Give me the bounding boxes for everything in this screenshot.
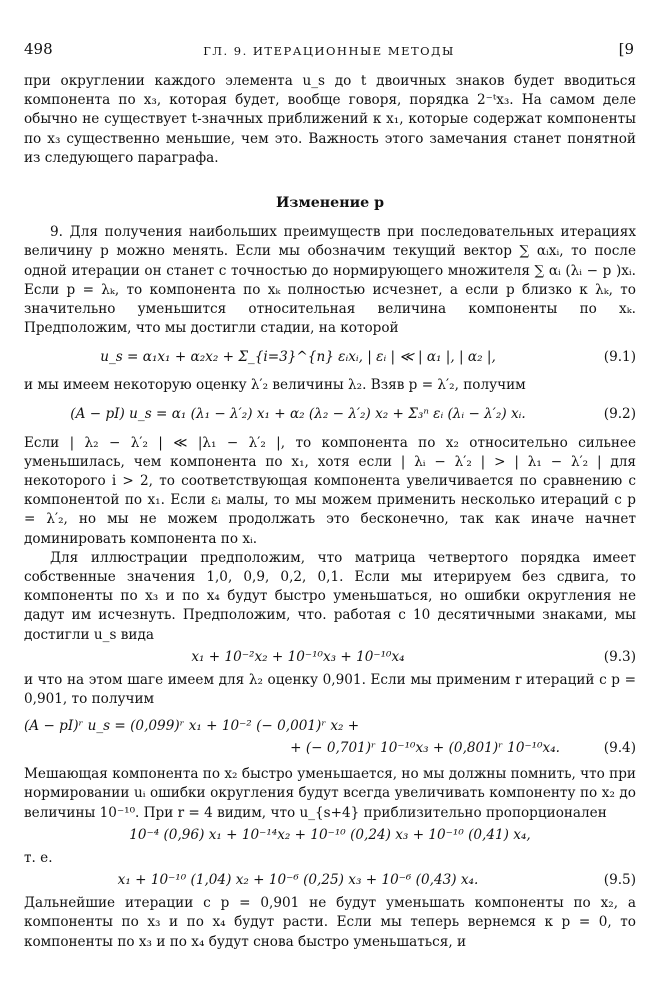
section-heading: Изменение p: [275, 195, 384, 212]
equation-formula: u_s = α₁x₁ + α₂x₂ + Σ_{i=3}^{n} εᵢxᵢ, | εᵢ | ≪ | α₁ |, | α₂ |,: [100, 348, 496, 365]
page-body: [24, 72, 636, 952]
equation-number: (9.3): [603, 649, 636, 666]
equation-number: (9.2): [603, 406, 636, 423]
equation-number: (9.1): [603, 348, 636, 365]
equation-9-2: [24, 396, 636, 434]
equation-9-3: [24, 645, 636, 671]
equation-formula: (A − pI)ʳ u_s = (0,099)ʳ x₁ + 10⁻² (− 0,001)ʳ x₂ +: [24, 717, 360, 734]
paragraph: и что на этом шаге имеем для λ₂ оценку 0,901. Если мы применим r итераций с p = 0,901, то получим: [24, 671, 636, 708]
equation-formula: + (− 0,701)ʳ 10⁻¹⁰x₃ + (0,801)ʳ 10⁻¹⁰x₄.: [290, 739, 560, 756]
paragraph: и мы имеем некоторую оценку λ′₂ величины λ₂. Взяв p = λ′₂, получим: [24, 377, 526, 394]
equation-number: (9.4): [603, 739, 636, 756]
paragraph: Дальнейшие итерации с p = 0,901 не будут уменьшать компоненты по x₂, а компоненты по x₃ и по x₄ будут расти. Если мы теперь вернемся к p = 0, то компоненты по x₃ и по x₄ будут снова быстро уменьшаться, и: [24, 895, 636, 950]
paragraph: т. е.: [24, 849, 53, 866]
equation-9-5: [24, 868, 636, 894]
equation-formula: 10⁻⁴ (0,96) x₁ + 10⁻¹⁴x₂ + 10⁻¹⁰ (0,24) x₃ + 10⁻¹⁰ (0,41) x₄,: [129, 827, 531, 844]
equation-formula: (A − pI) u_s = α₁ (λ₁ − λ′₂) x₁ + α₂ (λ₂ − λ′₂) x₂ + Σ₃ⁿ εᵢ (λᵢ − λ′₂) xᵢ.: [70, 406, 526, 423]
running-head: ГЛ. 9. ИТЕРАЦИОННЫЕ МЕТОДЫ: [203, 44, 455, 58]
paragraph: Для иллюстрации предположим, что матрица четвертого порядка имеет собственные значения 1,0, 0,9, 0,2, 0,1. Если мы итерируем без сдвига, то компоненты по x₃ и по x₄ будут быстро уменьшаться, но ошибки округления не дадут им исчезнуть. Предположим, что. работая с 10 десятичными знаками, мы достигли u_s вида: [24, 549, 636, 643]
section-marker: [9: [618, 40, 634, 58]
equation-number: (9.5): [603, 872, 636, 889]
paragraph: Мешающая компонента по x₂ быстро уменьшается, но мы должны помнить, что при нормировании uᵢ ошибки округления будут всегда увеличивать компоненту по x₂ до величины 10⁻¹⁰. При r = 4 видим, что u_{s+4} приблизительно пропорционален: [24, 766, 636, 821]
equation-formula: x₁ + 10⁻¹⁰ (1,04) x₂ + 10⁻⁶ (0,25) x₃ + 10⁻⁶ (0,43) x₄.: [117, 872, 479, 889]
page-number: 498: [24, 40, 53, 58]
paragraph: при округлении каждого элемента u_s до t двоичных знаков будет вводиться компонента по x₃, которая будет, вообще говоря, порядка 2⁻ᵗx₃. На самом деле обычно не существует t-значных приближений к x₁, которые содержат компоненты по x₃ существенно меньшие, чем это. Важность этого замечания станет понятной из следующего параграфа.: [24, 73, 636, 166]
equation-9-4-line2: [24, 737, 636, 759]
equation-formula: x₁ + 10⁻²x₂ + 10⁻¹⁰x₃ + 10⁻¹⁰x₄: [191, 649, 405, 666]
paragraph: 9. Для получения наибольших преимуществ при последовательных итерациях величину p можно менять. Если мы обозначим текущий вектор ∑ αᵢxᵢ, то после одной итерации он станет с точностью до нормирующего множителя ∑ αᵢ (λᵢ − p )xᵢ. Если p = λₖ, то компонента по xₖ полностью исчезнет, а если p близко к λₖ, то значительно уменьшится относительная величина компоненты по xₖ. Предположим, что мы достигли стадии, на которой: [24, 224, 636, 337]
paragraph: Если | λ₂ − λ′₂ | ≪ |λ₁ − λ′₂ |, то компонента по x₂ относительно сильнее уменьшилась, чем компонента по x₁, хотя если | λᵢ − λ′₂ | > | λ₁ − λ′₂ | для некоторого i > 2, то соответствующая компонента увеличивается по сравнению с компонентой по x₁. Если εᵢ малы, то мы можем применить несколько итераций с p = λ′₂, но мы не можем продолжать это бесконечно, так как иначе начнет доминировать компонента по xᵢ.: [24, 434, 636, 547]
equation-9-4-line1: [24, 715, 636, 737]
equation-9-5-pre: [24, 823, 636, 849]
equation-9-1: [24, 338, 636, 376]
